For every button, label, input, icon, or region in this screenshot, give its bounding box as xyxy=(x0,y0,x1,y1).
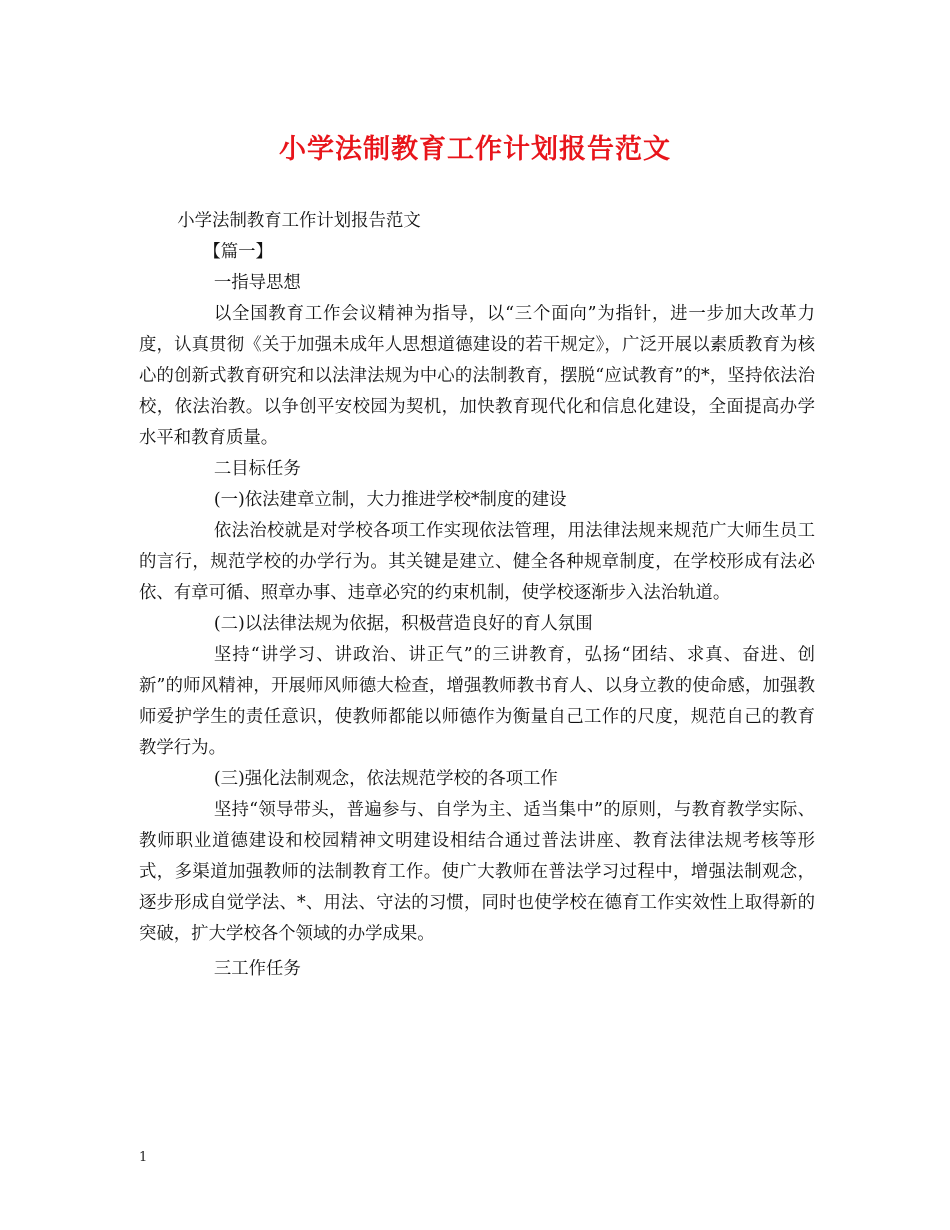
document-title: 小学法制教育工作计划报告范文 xyxy=(279,134,671,165)
paragraph-subheading-3: 坚持“领导带头，普遍参与、自学为主、适当集中”的原则，与教育教学实际、教师职业道德建设和校园精神文明建设相结合通过普法讲座、教育法律法规考核等形式，多渠道加强教师的法制教育工作。使广大教师在普法学习过程中，增强法制观念，逐步形成自觉学法、*、用法、守法的习惯，同时也使学校在德育工作实效性上取得新的突破，扩大学校各个领域的办学成果。 xyxy=(139,800,815,944)
paragraph-subheading-1: 依法治校就是对学校各项工作实现依法管理，用法律法规来规范广大师生员工的言行，规范学校的办学行为。其关键是建立、健全各种规章制度，在学校形成有法必依、有章可循、照章办事、违章必究的约束机制，使学校逐渐步入法治轨道。 xyxy=(139,521,815,603)
document-subtitle: 小学法制教育工作计划报告范文 xyxy=(177,211,421,231)
page-number: 1 xyxy=(139,1150,148,1165)
paragraph-subheading-2: 坚持“讲学习、讲政治、讲正气”的三讲教育，弘扬“团结、求真、奋进、创新”的师风精神，开展师风师德大检查，增强教师教书育人、以身立教的使命感，加强教师爱护学生的责任意识，使教师都能以师德作为衡量自己工作的尺度，规范自己的教育教学行为。 xyxy=(139,645,815,758)
part-label: 【篇一】 xyxy=(203,242,273,262)
subheading-3: (三)强化法制观念，依法规范学校的各项工作 xyxy=(213,769,558,789)
section-heading-guiding-ideology: 一指导思想 xyxy=(213,273,301,293)
paragraph-guiding-ideology: 以全国教育工作会议精神为指导，以“三个面向”为指针，进一步加大改革力度，认真贯彻《关于加强未成年人思想道德建设的若干规定》，广泛开展以素质教育为核心的创新式教育研究和以法津法规为中心的法制教育，摆脱“应试教育”的*，坚持依法治校，依法治教。以争创平安校园为契机，加快教育现代化和信息化建设，全面提高办学水平和教育质量。 xyxy=(139,304,815,448)
section-heading-work-tasks: 三工作任务 xyxy=(213,959,301,979)
subheading-2: (二)以法律法规为依据，积极营造良好的育人氛围 xyxy=(213,614,593,634)
document-body xyxy=(139,206,815,985)
subheading-1: (一)依法建章立制，大力推进学校*制度的建设 xyxy=(213,490,567,510)
section-heading-goals: 二目标任务 xyxy=(213,459,301,479)
